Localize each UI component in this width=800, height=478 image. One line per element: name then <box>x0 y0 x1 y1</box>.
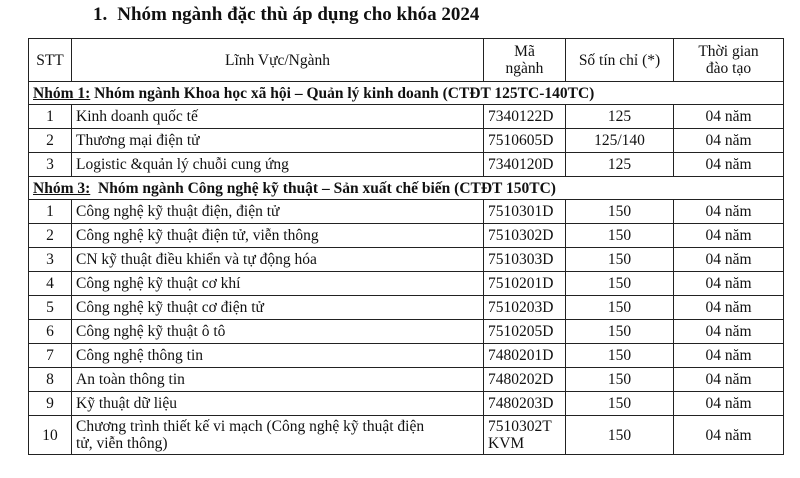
cell-field: Công nghệ thông tin <box>72 344 484 368</box>
group-label: Nhóm 3: <box>33 179 91 197</box>
cell-time: 04 năm <box>674 320 784 344</box>
cell-code: 7510302D <box>484 224 566 248</box>
cell-credits: 150 <box>566 200 674 224</box>
cell-time: 04 năm <box>674 392 784 416</box>
table-row <box>29 248 784 272</box>
cell-time: 04 năm <box>674 224 784 248</box>
cell-field: Kinh doanh quốc tế <box>72 105 484 129</box>
group-label: Nhóm 1: <box>33 84 91 102</box>
table-row <box>29 416 784 455</box>
cell-stt: 6 <box>29 320 72 344</box>
cell-code-line1: 7510302T <box>488 418 552 435</box>
cell-code: 7510203D <box>484 296 566 320</box>
cell-stt: 4 <box>29 272 72 296</box>
cell-field-line2: tử, viễn thông) <box>76 435 168 452</box>
cell-field: Công nghệ kỹ thuật điện tử, viễn thông <box>72 224 484 248</box>
table-row <box>29 272 784 296</box>
header-credits: Số tín chỉ (*) <box>566 39 674 82</box>
table-row <box>29 368 784 392</box>
cell-credits: 150 <box>566 296 674 320</box>
cell-field: Kỹ thuật dữ liệu <box>72 392 484 416</box>
cell-time: 04 năm <box>674 105 784 129</box>
cell-code: 7510205D <box>484 320 566 344</box>
table-row <box>29 320 784 344</box>
cell-code: 7480202D <box>484 368 566 392</box>
section-heading <box>93 4 479 26</box>
cell-credits: 125/140 <box>566 129 674 153</box>
cell-field: Thương mại điện tử <box>72 129 484 153</box>
cell-stt: 5 <box>29 296 72 320</box>
cell-field: Công nghệ kỹ thuật cơ khí <box>72 272 484 296</box>
cell-credits: 150 <box>566 224 674 248</box>
cell-time: 04 năm <box>674 153 784 177</box>
cell-code: 7480203D <box>484 392 566 416</box>
cell-stt: 3 <box>29 153 72 177</box>
section-title: Nhóm ngành đặc thù áp dụng cho khóa 2024 <box>117 4 480 25</box>
cell-stt: 9 <box>29 392 72 416</box>
cell-field: An toàn thông tin <box>72 368 484 392</box>
cell-stt: 3 <box>29 248 72 272</box>
cell-code: 7510201D <box>484 272 566 296</box>
header-field: Lĩnh Vực/Ngành <box>72 39 484 82</box>
cell-credits: 150 <box>566 392 674 416</box>
header-code <box>484 39 566 82</box>
cell-code: 7510301D <box>484 200 566 224</box>
table-row <box>29 296 784 320</box>
cell-credits: 150 <box>566 248 674 272</box>
cell-code <box>484 416 566 455</box>
cell-field: Logistic &quản lý chuỗi cung ứng <box>72 153 484 177</box>
section-number: 1. <box>93 4 108 25</box>
table-row <box>29 129 784 153</box>
cell-field <box>72 416 484 455</box>
majors-table <box>28 38 784 455</box>
cell-time: 04 năm <box>674 368 784 392</box>
cell-stt: 1 <box>29 105 72 129</box>
cell-code-line2: KVM <box>488 435 525 452</box>
group-heading <box>29 82 784 105</box>
header-stt: STT <box>29 39 72 82</box>
cell-time: 04 năm <box>674 344 784 368</box>
table-header-row <box>29 39 784 82</box>
cell-credits: 150 <box>566 368 674 392</box>
cell-field: CN kỹ thuật điều khiển và tự động hóa <box>72 248 484 272</box>
cell-stt: 2 <box>29 129 72 153</box>
header-time-line1: Thời gian <box>698 43 759 60</box>
header-time <box>674 39 784 82</box>
cell-time: 04 năm <box>674 416 784 455</box>
header-code-line2: ngành <box>505 60 544 77</box>
cell-time: 04 năm <box>674 296 784 320</box>
cell-time: 04 năm <box>674 248 784 272</box>
cell-code: 7510605D <box>484 129 566 153</box>
cell-code: 7510303D <box>484 248 566 272</box>
table-row <box>29 344 784 368</box>
header-time-line2: đào tạo <box>705 60 752 77</box>
cell-credits: 125 <box>566 105 674 129</box>
cell-credits: 150 <box>566 416 674 455</box>
cell-code: 7480201D <box>484 344 566 368</box>
cell-time: 04 năm <box>674 200 784 224</box>
cell-time: 04 năm <box>674 272 784 296</box>
cell-field-line1: Chương trình thiết kế vi mạch (Công nghệ kỹ thuật điện <box>76 418 425 435</box>
group-title: Nhóm ngành Công nghệ kỹ thuật – Sản xuất chế biến (CTĐT 150TC) <box>90 179 556 197</box>
cell-field: Công nghệ kỹ thuật điện, điện tử <box>72 200 484 224</box>
table-row <box>29 105 784 129</box>
group-row <box>29 82 784 105</box>
cell-credits: 125 <box>566 153 674 177</box>
cell-stt: 7 <box>29 344 72 368</box>
cell-field: Công nghệ kỹ thuật ô tô <box>72 320 484 344</box>
group-row <box>29 177 784 200</box>
group-title: Nhóm ngành Khoa học xã hội – Quản lý kinh doanh (CTĐT 125TC-140TC) <box>90 84 595 102</box>
header-code-line1: Mã <box>514 43 535 60</box>
group-heading <box>29 177 784 200</box>
table-row <box>29 153 784 177</box>
cell-credits: 150 <box>566 320 674 344</box>
cell-stt: 1 <box>29 200 72 224</box>
cell-credits: 150 <box>566 344 674 368</box>
cell-field: Công nghệ kỹ thuật cơ điện tử <box>72 296 484 320</box>
cell-code: 7340122D <box>484 105 566 129</box>
cell-credits: 150 <box>566 272 674 296</box>
table-row <box>29 392 784 416</box>
cell-stt: 8 <box>29 368 72 392</box>
cell-stt: 2 <box>29 224 72 248</box>
cell-time: 04 năm <box>674 129 784 153</box>
table-row <box>29 224 784 248</box>
cell-code: 7340120D <box>484 153 566 177</box>
cell-stt: 10 <box>29 416 72 455</box>
table-row <box>29 200 784 224</box>
